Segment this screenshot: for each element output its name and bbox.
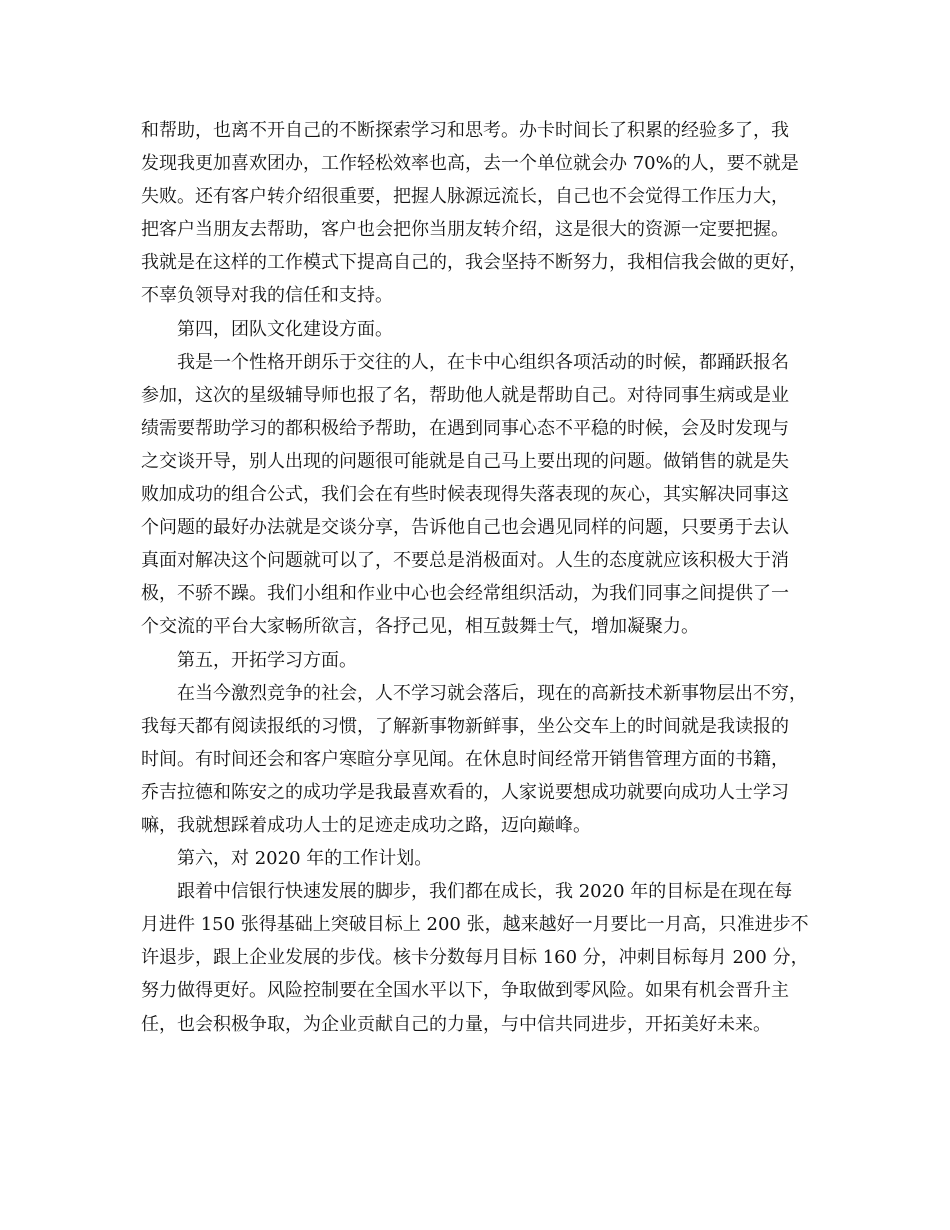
text-line: 努力做得更好。风险控制要在全国水平以下，争取做到零风险。如果有机会晋升主	[141, 980, 789, 1002]
text-line: 失败。还有客户转介绍很重要，把握人脉源远流长，自己也不会觉得工作压力大，	[141, 186, 789, 208]
text-line: 不辜负领导对我的信任和支持。	[141, 285, 393, 307]
text-line: 乔吉拉德和陈安之的成功学是我最喜欢看的，人家说要想成功就要向成功人士学习	[141, 781, 789, 803]
paragraph-first-line: 跟着中信银行快速发展的脚步，我们都在成长，我 2020 年的目标是在现在每	[177, 881, 793, 903]
paragraph-first-line: 在当今激烈竞争的社会，人不学习就会落后，现在的高新技术新事物层出不穷，	[177, 682, 807, 704]
paragraph-first-line: 第六，对 2020 年的工作计划。	[177, 848, 433, 870]
text-line: 个交流的平台大家畅所欲言，各抒己见，相互鼓舞士气，增加凝聚力。	[141, 616, 699, 638]
text-line: 极，不骄不躁。我们小组和作业中心也会经常组织活动，为我们同事之间提供了一	[141, 583, 789, 605]
text-line: 败加成功的组合公式，我们会在有些时候表现得失落表现的灰心，其实解决同事这	[141, 484, 789, 506]
text-line: 参加，这次的星级辅导师也报了名，帮助他人就是帮助自己。对待同事生病或是业	[141, 384, 789, 406]
text-line: 把客户当朋友去帮助，客户也会把你当朋友转介绍，这是很大的资源一定要把握。	[141, 219, 789, 241]
text-line: 月进件 150 张得基础上突破目标上 200 张，越来越好一月要比一月高，只准进步不	[141, 914, 809, 936]
text-line: 任，也会积极争取，为企业贡献自己的力量，与中信共同进步，开拓美好未来。	[141, 1013, 771, 1035]
paragraph-first-line: 我是一个性格开朗乐于交往的人，在卡中心组织各项活动的时候，都踊跃报名	[177, 351, 789, 373]
text-line: 时间。有时间还会和客户寒暄分享见闻。在休息时间经常开销售管理方面的书籍，	[141, 748, 789, 770]
text-line: 和帮助，也离不开自己的不断探索学习和思考。办卡时间长了积累的经验多了，我	[141, 120, 789, 141]
paragraph-first-line: 第五，开拓学习方面。	[177, 649, 357, 671]
text-line: 发现我更加喜欢团办，工作轻松效率也高，去一个单位就会办 70%的人，要不就是	[141, 153, 799, 175]
text-line: 我就是在这样的工作模式下提高自己的，我会坚持不断努力，我相信我会做的更好，	[141, 252, 807, 274]
text-line: 许退步，跟上企业发展的步伐。核卡分数每月目标 160 分，冲刺目标每月 200 分，	[141, 947, 809, 969]
text-line: 嘛，我就想踩着成功人士的足迹走成功之路，迈向巅峰。	[141, 814, 591, 836]
text-line: 绩需要帮助学习的都积极给予帮助，在遇到同事心态不平稳的时候，会及时发现与	[141, 417, 789, 439]
paragraph-first-line: 第四，团队文化建设方面。	[177, 318, 393, 340]
text-line: 之交谈开导，别人出现的问题很可能就是自己马上要出现的问题。做销售的就是失	[141, 450, 789, 472]
text-line: 个问题的最好办法就是交谈分享，告诉他自己也会遇见同样的问题，只要勇于去认	[141, 517, 789, 539]
text-line: 我每天都有阅读报纸的习惯，了解新事物新鲜事，坐公交车上的时间就是我读报的	[141, 715, 789, 737]
text-line: 真面对解决这个问题就可以了，不要总是消极面对。人生的态度就应该积极大于消	[141, 550, 789, 572]
document-body	[141, 114, 831, 1041]
